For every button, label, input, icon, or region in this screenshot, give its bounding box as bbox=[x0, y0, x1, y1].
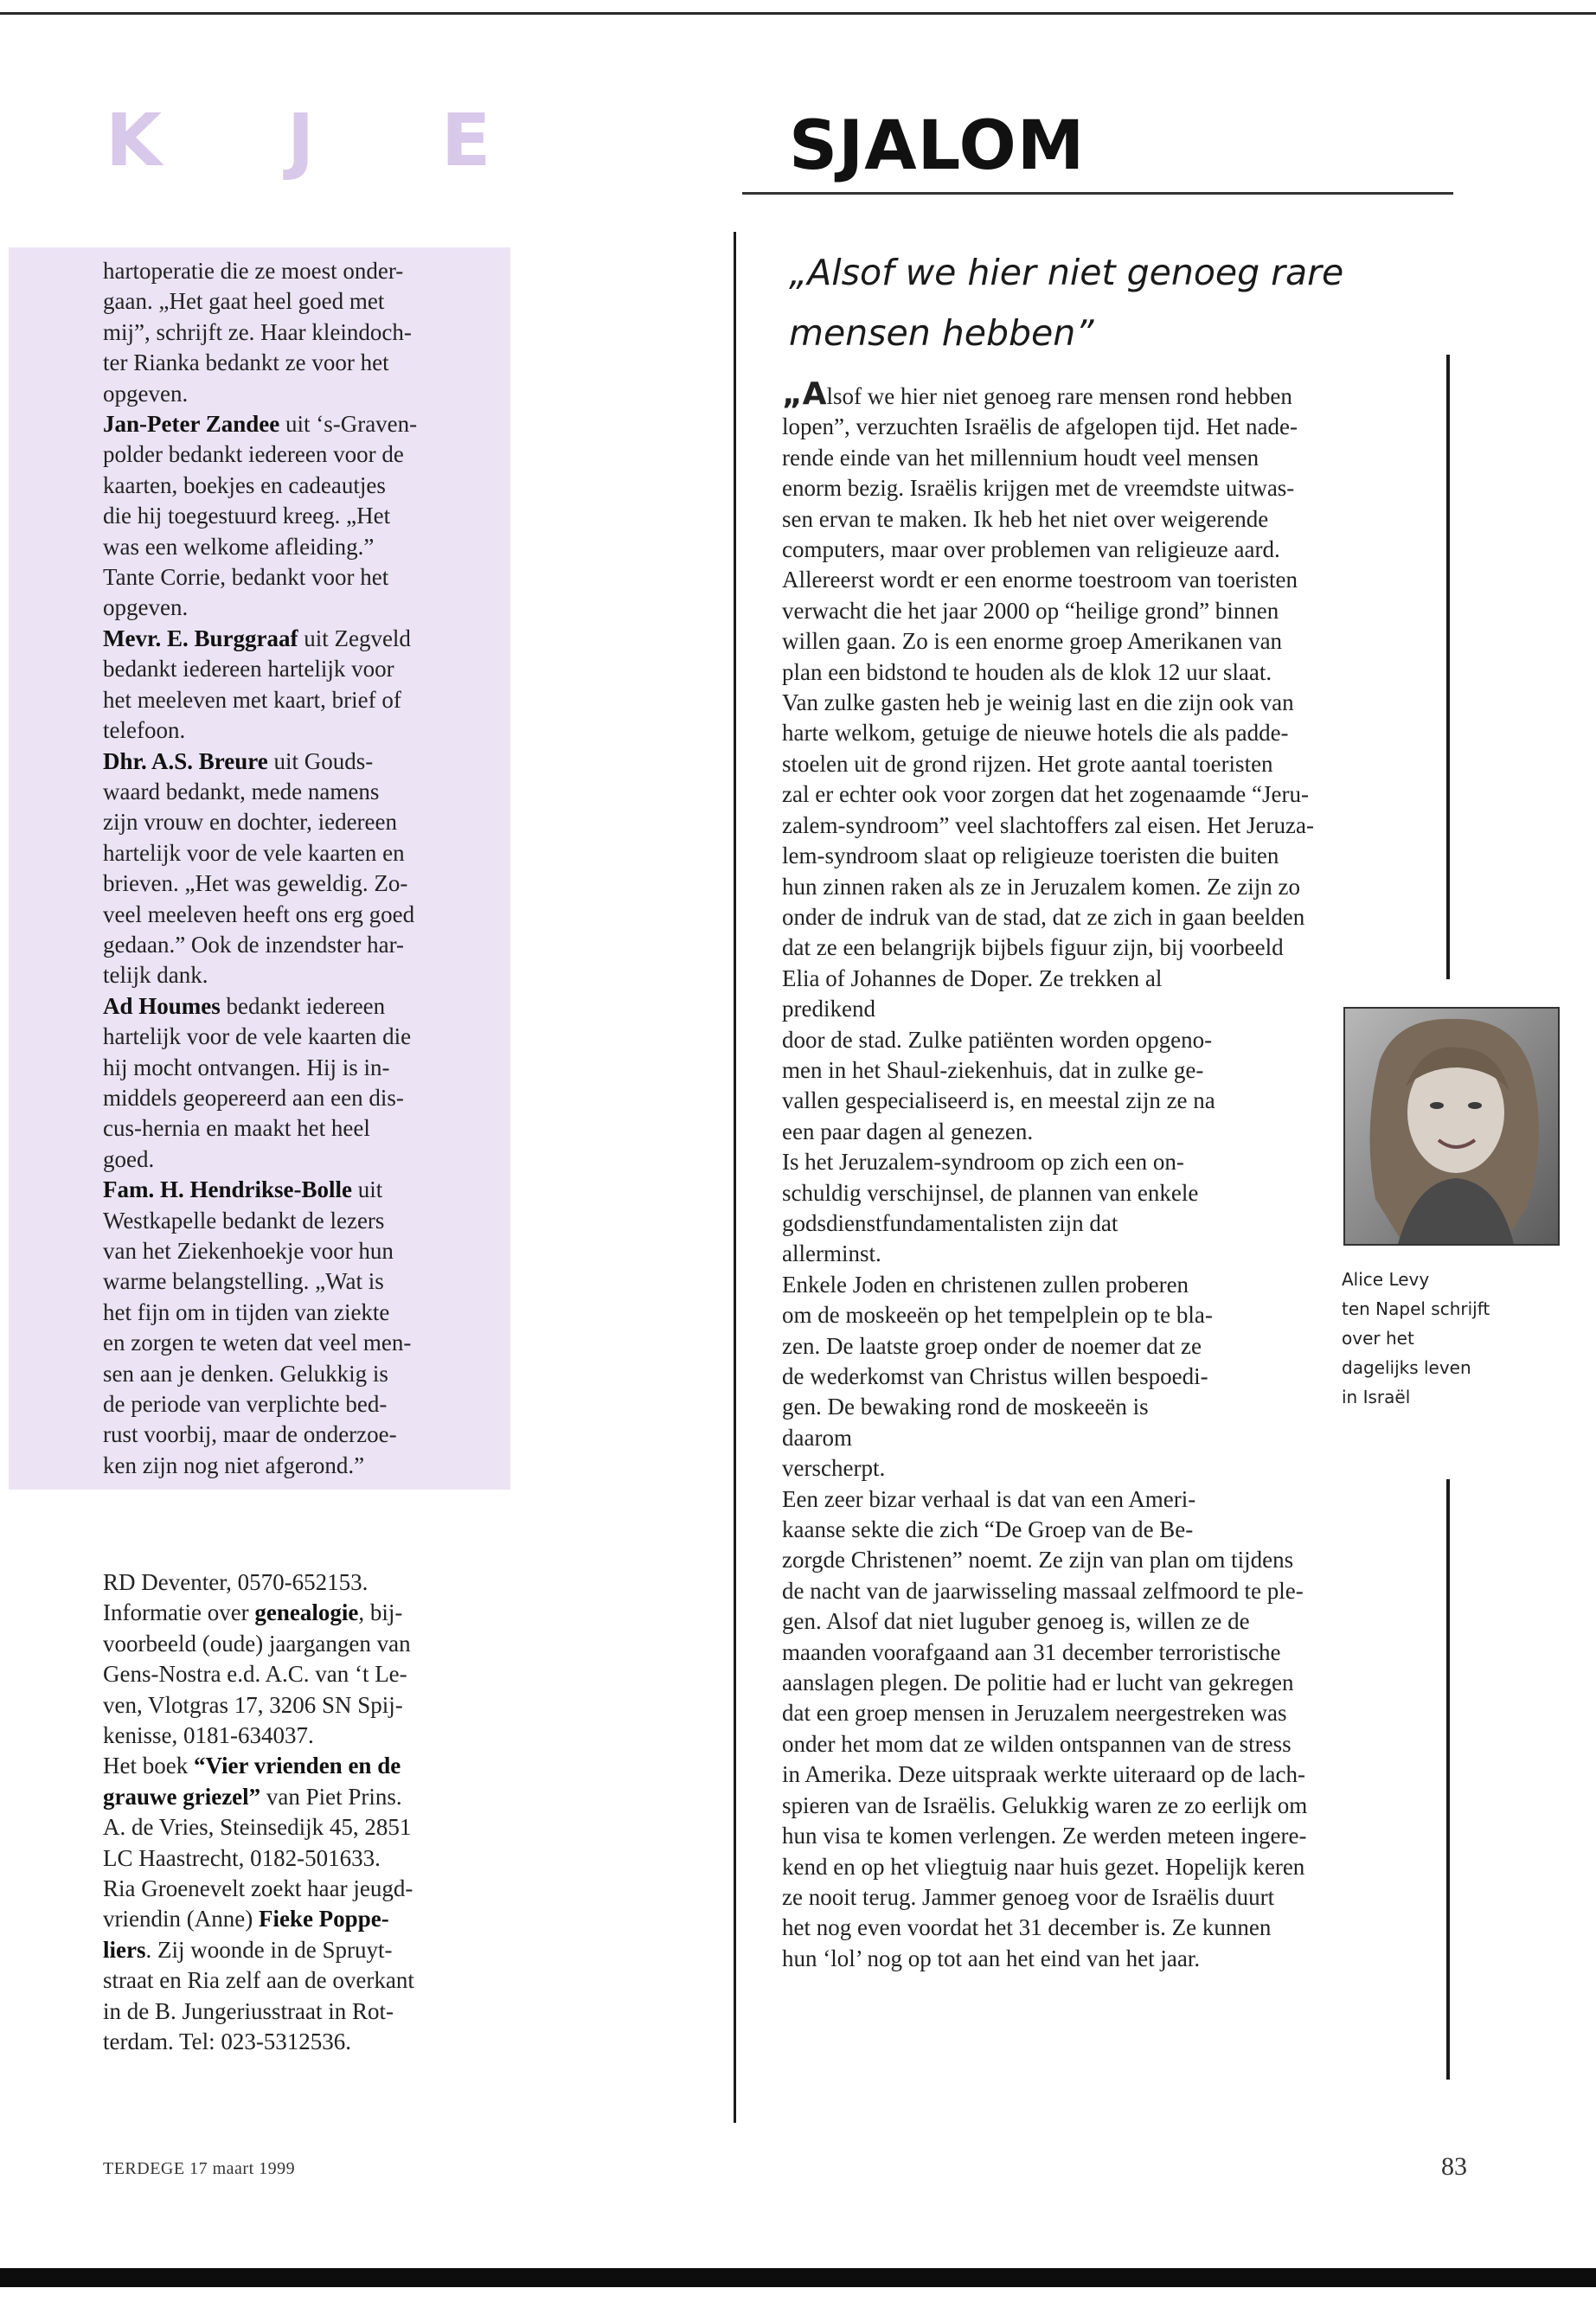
text-run: sen aan je denken. Gelukkig is bbox=[103, 1360, 388, 1387]
text-run: van het Ziekenhoekje voor hun bbox=[103, 1238, 394, 1264]
title-rule bbox=[742, 192, 1453, 195]
article-line bbox=[782, 1882, 1422, 1913]
article-text: verwacht die het jaar 2000 op “heilige grond” binnen bbox=[782, 597, 1279, 624]
text-run: goed. bbox=[103, 1145, 155, 1172]
text-run: in de B. Jungeriusstraat in Rot- bbox=[103, 1997, 394, 2024]
article-line bbox=[782, 1729, 1422, 1759]
text-run: van Piet Prins. bbox=[260, 1783, 402, 1810]
name-highlight: genealogie bbox=[254, 1599, 359, 1626]
text-run: ven, Vlotgras 17, 3206 SN Spij- bbox=[103, 1691, 403, 1718]
text-run: brieven. „Het was geweldig. Zo- bbox=[103, 870, 408, 897]
article-text: Allereerst wordt er een enorme toestroom van toeristen bbox=[782, 567, 1298, 593]
article-text: zorgde Christenen” noemt. Ze zijn van plan om tijdens bbox=[782, 1547, 1294, 1574]
text-line bbox=[103, 685, 475, 715]
article-text: Elia of Johannes de Doper. Ze trekken al predikend bbox=[782, 965, 1163, 1022]
article-text: zen. De laatste groep onder de noemer dat ze bbox=[782, 1332, 1202, 1359]
text-line bbox=[103, 1113, 475, 1144]
article-text: dat een groep mensen in Jeruzalem neergestreken was bbox=[782, 1700, 1287, 1727]
text-line bbox=[103, 930, 475, 960]
text-run: en zorgen te weten dat veel men- bbox=[103, 1330, 412, 1356]
text-line bbox=[103, 256, 475, 286]
text-line bbox=[103, 838, 475, 868]
text-line bbox=[103, 1690, 484, 1721]
name-highlight: Jan-Peter Zandee bbox=[103, 411, 280, 438]
headline-line-2: mensen hebben” bbox=[789, 312, 1094, 354]
text-line bbox=[103, 624, 475, 654]
article-text: schuldig verschijnsel, de plannen van enkele bbox=[782, 1179, 1199, 1206]
text-run: uit Zegveld bbox=[298, 625, 411, 651]
name-highlight: “Vier vrienden en de bbox=[193, 1753, 401, 1779]
section-letter-e: E bbox=[441, 98, 491, 183]
text-run: warme belangstelling. „Wat is bbox=[103, 1268, 384, 1295]
article-text: plan een bidstond te houden als de klok 12 uur slaat. bbox=[782, 658, 1272, 685]
text-run: het fijn om in tijden van ziekte bbox=[103, 1298, 390, 1325]
text-run: telijk dank. bbox=[103, 962, 208, 989]
text-line bbox=[103, 348, 475, 378]
text-run: . Zij woonde in de Spruyt- bbox=[145, 1936, 393, 1963]
footer-publication: TERDEGE 17 maart 1999 bbox=[103, 2159, 296, 2178]
text-run: bedankt iedereen hartelijk voor bbox=[103, 656, 394, 683]
text-line bbox=[103, 747, 475, 777]
article-text: het nog even voordat het 31 december is. Ze kunnen bbox=[782, 1914, 1272, 1941]
text-line bbox=[103, 1451, 475, 1481]
page-number: 83 bbox=[1441, 2152, 1467, 2181]
text-run: hij mocht ontvangen. Hij is in- bbox=[103, 1054, 390, 1080]
text-line bbox=[103, 1389, 475, 1420]
text-run: de periode van verplichte bed- bbox=[103, 1391, 388, 1418]
text-run: opgeven. bbox=[103, 594, 189, 621]
text-run: Tante Corrie, bedankt voor het bbox=[103, 564, 389, 591]
section-letter-k: K bbox=[106, 98, 163, 183]
name-highlight: Dhr. A.S. Breure bbox=[103, 747, 268, 774]
article-line bbox=[782, 1944, 1422, 1974]
text-run: veel meeleven heeft ons erg goed bbox=[103, 901, 415, 927]
article-text: men in het Shaul-ziekenhuis, dat in zulke ge- bbox=[782, 1056, 1204, 1083]
article-text: hun zinnen raken als ze in Jeruzalem komen. Ze zijn zo bbox=[782, 873, 1301, 900]
text-line bbox=[103, 1629, 484, 1659]
text-line bbox=[103, 1782, 484, 1812]
text-line bbox=[103, 1298, 475, 1328]
text-run: straat en Ria zelf aan de overkant bbox=[103, 1967, 414, 1994]
article-text: gen. Alsof dat niet luguber genoeg is, willen ze de bbox=[782, 1608, 1250, 1635]
text-run: waard bedankt, mede namens bbox=[103, 778, 380, 804]
article-text: lsof we hier niet genoeg rare mensen rond hebben bbox=[826, 383, 1292, 409]
article-line bbox=[782, 1515, 1422, 1545]
article-line bbox=[782, 1668, 1422, 1698]
text-run: LC Haastrecht, 0182-501633. bbox=[103, 1844, 381, 1871]
article-text: aanslagen plegen. De politie had er lucht van gekregen bbox=[782, 1670, 1294, 1696]
text-line bbox=[103, 1904, 484, 1934]
article-text: Een zeer bizar verhaal is dat van een Ameri- bbox=[782, 1485, 1196, 1512]
article-text: kend en op het vliegtuig naar huis gezet. Hopelijk keren bbox=[782, 1853, 1305, 1880]
text-run: bedankt iedereen bbox=[220, 992, 386, 1019]
text-run: uit bbox=[351, 1176, 383, 1203]
article-line bbox=[782, 1453, 1422, 1484]
text-line bbox=[103, 501, 475, 531]
name-highlight: grauwe griezel” bbox=[103, 1783, 261, 1810]
article-text: door de stad. Zulke patiënten worden opgeno- bbox=[782, 1026, 1213, 1053]
text-line bbox=[103, 777, 475, 807]
right-rule-lower bbox=[1446, 1479, 1450, 2080]
article-text: zalem-syndroom” veel slachtoffers zal eisen. Het Jeruza- bbox=[782, 811, 1314, 838]
article-headline bbox=[789, 242, 1394, 363]
text-line bbox=[103, 654, 475, 684]
text-line bbox=[103, 900, 475, 930]
article-line bbox=[782, 1576, 1422, 1606]
text-line bbox=[103, 1144, 475, 1175]
article-text: willen gaan. Zo is een enorme groep Amerikanen van bbox=[782, 628, 1283, 655]
article-text: Is het Jeruzalem-syndroom op zich een on- bbox=[782, 1149, 1184, 1176]
column-divider bbox=[734, 232, 736, 2123]
article-line bbox=[782, 1759, 1422, 1790]
text-line bbox=[103, 1420, 475, 1450]
name-highlight: Ad Houmes bbox=[103, 992, 221, 1019]
text-run: hartelijk voor de vele kaarten die bbox=[103, 1023, 412, 1050]
article-line bbox=[782, 1545, 1422, 1575]
text-run: , bij- bbox=[358, 1599, 403, 1626]
text-run: Het boek bbox=[103, 1753, 194, 1779]
text-line bbox=[103, 1022, 475, 1052]
text-line bbox=[103, 1266, 475, 1297]
section-letter-j: J bbox=[287, 98, 315, 183]
text-run: zijn vrouw en dochter, iedereen bbox=[103, 809, 398, 836]
article-text: rende einde van het millennium houdt veel mensen bbox=[782, 444, 1259, 471]
text-run: ter Rianka bedankt ze voor het bbox=[103, 349, 389, 376]
author-photo bbox=[1343, 1007, 1560, 1246]
name-highlight: Fieke Poppe- bbox=[258, 1906, 389, 1932]
article-text: gen. De bewaking rond de moskeeën is daarom bbox=[782, 1394, 1149, 1451]
right-rule-upper bbox=[1446, 355, 1450, 979]
article-text: hun ‘lol’ nog op tot aan het eind van het jaar. bbox=[782, 1945, 1201, 1971]
headline-line-1: „Alsof we hier niet genoeg rare bbox=[789, 252, 1344, 293]
caption-line: over het bbox=[1342, 1328, 1414, 1349]
text-line bbox=[103, 1567, 484, 1598]
article-text: enorm bezig. Israëlis krijgen met de vreemdste uitwas- bbox=[782, 475, 1295, 502]
text-line bbox=[103, 1359, 475, 1389]
text-run: ken zijn nog niet afgerond.” bbox=[103, 1452, 365, 1478]
text-run: voorbeeld (oude) jaargangen van bbox=[103, 1630, 411, 1657]
text-run: telefoon. bbox=[103, 717, 186, 744]
text-line bbox=[103, 715, 475, 746]
article-text: ze nooit terug. Jammer genoeg voor de Israëlis duurt bbox=[782, 1883, 1275, 1910]
text-line bbox=[103, 1812, 484, 1843]
text-line bbox=[103, 1083, 475, 1113]
article-text: de wederkomst van Christus willen bespoedi- bbox=[782, 1363, 1208, 1389]
text-line bbox=[103, 1965, 484, 1996]
text-line bbox=[103, 1236, 475, 1266]
text-line bbox=[103, 562, 475, 593]
text-run: terdam. Tel: 023-5312536. bbox=[103, 2029, 352, 2055]
author-portrait-image bbox=[1345, 1009, 1560, 1246]
section-title: SJALOM bbox=[789, 107, 1086, 185]
text-line bbox=[103, 1053, 475, 1083]
text-line bbox=[103, 1659, 484, 1689]
text-line bbox=[103, 439, 475, 470]
article-text: harte welkom, getuige de nieuwe hotels die als padde- bbox=[782, 720, 1289, 747]
text-run: vriendin (Anne) bbox=[103, 1906, 259, 1932]
article-text: verscherpt. bbox=[782, 1455, 886, 1482]
article-text: om de moskeeën op het tempelplein op te bla- bbox=[782, 1302, 1213, 1329]
article-line bbox=[782, 1852, 1422, 1882]
article-text: hun visa te komen verlengen. Ze werden meteen ingere- bbox=[782, 1823, 1307, 1849]
article-text: zal er echter ook voor zorgen dat het zogenaamde “Jeru- bbox=[782, 781, 1309, 808]
text-run: polder bedankt iedereen voor de bbox=[103, 441, 404, 468]
caption-line: dagelijks leven bbox=[1342, 1357, 1471, 1378]
article-text: onder het mom dat ze wilden ontspannen van de stress bbox=[782, 1730, 1292, 1757]
article-text: godsdienstfundamentalisten zijn dat allerminst. bbox=[782, 1209, 1118, 1267]
article-line bbox=[782, 1791, 1422, 1821]
text-line bbox=[103, 960, 475, 990]
name-highlight: liers bbox=[103, 1936, 146, 1963]
article-line bbox=[782, 1913, 1422, 1943]
text-line bbox=[103, 868, 475, 899]
text-line bbox=[103, 1935, 484, 1965]
article-text: Van zulke gasten heb je weinig last en die zijn ook van bbox=[782, 689, 1294, 716]
caption-line: Alice Levy bbox=[1342, 1269, 1430, 1290]
text-run: gaan. „Het gaat heel goed met bbox=[103, 288, 385, 315]
article-text: Enkele Joden en christenen zullen proberen bbox=[782, 1271, 1189, 1298]
top-rule bbox=[0, 12, 1596, 15]
text-run: kaarten, boekjes en cadeautjes bbox=[103, 471, 386, 498]
text-line bbox=[103, 991, 475, 1022]
article-text: spieren van de Israëlis. Gelukkig waren ze zo eerlijk om bbox=[782, 1791, 1308, 1818]
text-run: Ria Groenevelt zoekt haar jeugd- bbox=[103, 1875, 413, 1902]
article-text: lopen”, verzuchten Israëlis de afgelopen tijd. Het nade- bbox=[782, 413, 1298, 440]
text-line bbox=[103, 286, 475, 317]
article-text: vallen gespecialiseerd is, en meestal zijn ze na bbox=[782, 1087, 1215, 1114]
article-text: kaanse sekte die zich “De Groep van de Be- bbox=[782, 1516, 1194, 1543]
caption-line: ten Napel schrijft bbox=[1342, 1298, 1490, 1319]
article-text: lem-syndroom slaat op religieuze toeristen die buiten bbox=[782, 843, 1279, 869]
text-run: hartoperatie die ze moest onder- bbox=[103, 258, 404, 284]
article-text: stoelen uit de grond rijzen. Het grote aantal toeristen bbox=[782, 750, 1273, 777]
text-line bbox=[103, 2027, 484, 2057]
text-run: hartelijk voor de vele kaarten en bbox=[103, 839, 405, 866]
text-line bbox=[103, 1328, 475, 1358]
text-line bbox=[103, 1175, 475, 1205]
article-line bbox=[782, 1821, 1422, 1851]
article-line bbox=[782, 1484, 1422, 1515]
article-text: onder de indruk van de stad, dat ze zich in gaan beelden bbox=[782, 903, 1305, 930]
notices-column bbox=[103, 1567, 484, 2058]
text-run: Gens-Nostra e.d. A.C. van ‘t Le- bbox=[103, 1661, 407, 1688]
text-line bbox=[103, 317, 475, 348]
text-line bbox=[103, 807, 475, 837]
text-run: Westkapelle bedankt de lezers bbox=[103, 1207, 385, 1234]
article-text: een paar dagen al genezen. bbox=[782, 1118, 1034, 1144]
name-highlight: Fam. H. Hendrikse-Bolle bbox=[103, 1176, 352, 1203]
text-run: Informatie over bbox=[103, 1599, 255, 1626]
article-text: de nacht van de jaarwisseling massaal zelfmoord te ple- bbox=[782, 1577, 1304, 1604]
text-line bbox=[103, 1843, 484, 1874]
text-run: het meeleven met kaart, brief of bbox=[103, 686, 401, 713]
text-run: rust voorbij, maar de onderzoe- bbox=[103, 1421, 397, 1448]
text-run: uit ‘s-Graven- bbox=[279, 411, 418, 438]
caption-line: in Israël bbox=[1342, 1387, 1411, 1407]
drop-cap: „A bbox=[782, 376, 827, 412]
text-line bbox=[103, 1206, 475, 1236]
article-text: in Amerika. Deze uitspraak werkte uiteraard op de lach- bbox=[782, 1761, 1305, 1788]
thanks-column bbox=[103, 256, 475, 1481]
text-run: kenisse, 0181-634037. bbox=[103, 1722, 314, 1749]
article-line bbox=[782, 1392, 1422, 1453]
text-line bbox=[103, 471, 475, 501]
article-text: sen ervan te maken. Ik heb het niet over weigerende bbox=[782, 505, 1269, 532]
text-run: A. de Vries, Steinsedijk 45, 2851 bbox=[103, 1814, 412, 1841]
article-text: maanden voorafgaand aan 31 december terroristische bbox=[782, 1638, 1281, 1665]
text-run: mij”, schrijft ze. Haar kleindoch- bbox=[103, 318, 412, 345]
text-line bbox=[103, 379, 475, 409]
text-line bbox=[103, 1997, 484, 2027]
article-body bbox=[782, 376, 1422, 1974]
text-line bbox=[103, 532, 475, 562]
text-line bbox=[103, 1874, 484, 1904]
text-line bbox=[103, 1721, 484, 1751]
name-highlight: Mevr. E. Burggraaf bbox=[103, 625, 298, 651]
photo-caption bbox=[1342, 1265, 1515, 1412]
text-line bbox=[103, 1751, 484, 1781]
article-text: computers, maar over problemen van religieuze aard. bbox=[782, 536, 1280, 563]
article-line bbox=[782, 1698, 1422, 1728]
text-run: uit Gouds- bbox=[267, 747, 374, 774]
text-line bbox=[103, 409, 475, 439]
article-line bbox=[782, 1606, 1422, 1637]
text-line bbox=[103, 1598, 484, 1628]
text-run: die hij toegestuurd kreeg. „Het bbox=[103, 503, 391, 529]
text-run: cus-hernia en maakt het heel bbox=[103, 1115, 370, 1142]
article-text: dat ze een belangrijk bijbels figuur zijn, bij voorbeeld bbox=[782, 934, 1284, 961]
text-run: opgeven. bbox=[103, 380, 189, 407]
text-run: gedaan.” Ook de inzendster har- bbox=[103, 931, 405, 958]
text-line bbox=[103, 593, 475, 623]
text-run: RD Deventer, 0570-652153. bbox=[103, 1569, 369, 1595]
bottom-bar bbox=[0, 2268, 1596, 2287]
article-line bbox=[782, 1638, 1422, 1668]
text-run: middels geopereerd aan een dis- bbox=[103, 1084, 404, 1111]
text-run: was een welkome afleiding.” bbox=[103, 533, 375, 560]
